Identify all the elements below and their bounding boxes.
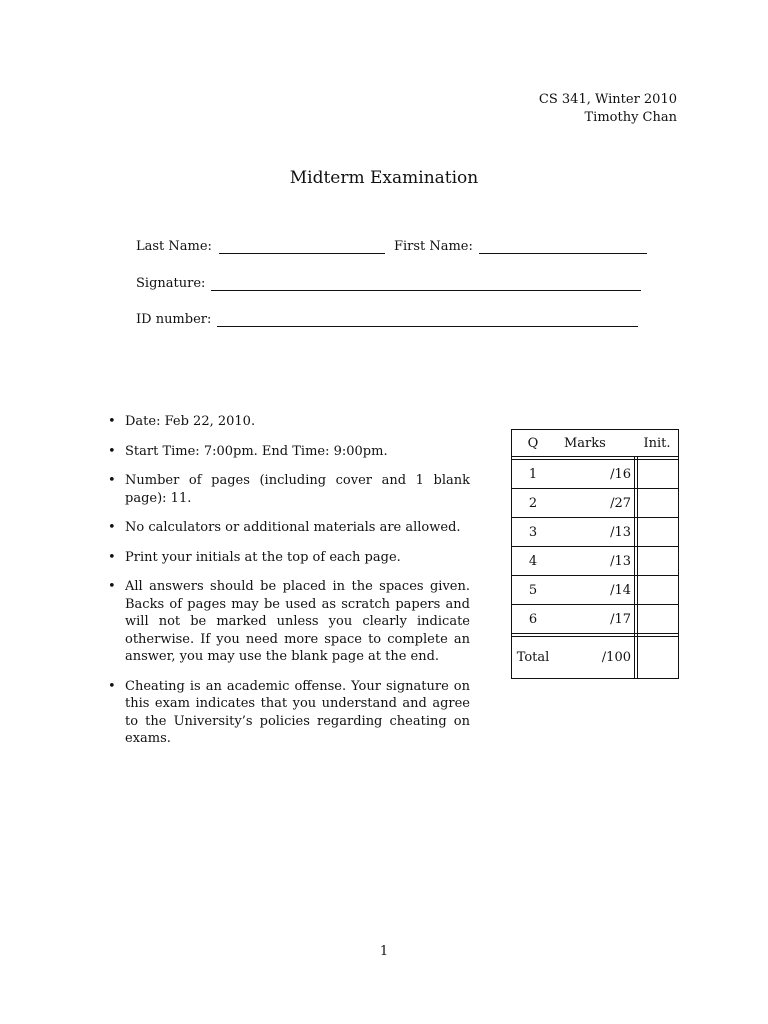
list-item: • Number of pages (including cover and 1 blank page): 11.	[108, 472, 470, 507]
page-number: 1	[379, 944, 389, 959]
id-number-label: ID number:	[136, 312, 212, 327]
header-q: Q	[527, 435, 539, 451]
id-row	[136, 312, 638, 327]
header-init: Init.	[643, 435, 671, 451]
init-cell[interactable]	[638, 460, 678, 488]
course-info: CS 341, Winter 2010	[538, 92, 677, 107]
table-row-q: 4	[528, 553, 538, 569]
list-item: • Date: Feb 22, 2010.	[108, 413, 470, 431]
last-name-field[interactable]	[219, 241, 385, 254]
table-row-q: 5	[528, 582, 538, 598]
init-cell[interactable]	[638, 547, 678, 575]
list-item: • No calculators or additional materials are allowed.	[108, 519, 470, 537]
header-marks: Marks	[564, 435, 606, 451]
table-row-marks: /17	[610, 611, 631, 627]
init-cell[interactable]	[638, 489, 678, 517]
first-name-label: First Name:	[393, 239, 473, 254]
instructor-name: Timothy Chan	[584, 110, 677, 125]
id-number-field[interactable]	[217, 314, 638, 327]
signature-field[interactable]	[211, 278, 641, 291]
page-title: Midterm Examination	[289, 168, 479, 188]
list-item: • Print your initials at the top of each page.	[108, 549, 470, 567]
table-row-marks: /14	[610, 582, 631, 598]
table-row-q: 3	[528, 524, 538, 540]
total-label: Total	[516, 650, 550, 665]
list-item: • All answers should be placed in the spaces given. Backs of pages may be used as scratch papers and will not be marked unless you clearly indicate otherwise. If you need more space to complete an answer, you may use the blank page at the end.	[108, 578, 470, 666]
total-init-cell[interactable]	[638, 637, 678, 678]
marks-table	[511, 429, 679, 679]
table-row-q: 6	[528, 611, 538, 627]
first-name-field[interactable]	[479, 241, 647, 254]
init-cell[interactable]	[638, 576, 678, 604]
table-row-q: 2	[528, 495, 538, 511]
last-name-label: Last Name:	[136, 239, 212, 254]
list-item: • Start Time: 7:00pm. End Time: 9:00pm.	[108, 443, 470, 461]
init-cell[interactable]	[638, 518, 678, 546]
table-row-q: 1	[528, 466, 538, 482]
list-item: • Cheating is an academic offense. Your signature on this exam indicates that you understand and agree to the University’s policies regarding cheating on exams.	[108, 678, 470, 748]
table-row-marks: /16	[610, 466, 631, 482]
signature-label: Signature:	[136, 276, 206, 291]
table-row-marks: /13	[610, 553, 631, 569]
name-row	[136, 239, 647, 254]
table-row-marks: /27	[610, 495, 631, 511]
table-row-marks: /13	[610, 524, 631, 540]
course-header	[539, 91, 677, 127]
total-marks: /100	[601, 650, 631, 665]
instructions-list	[108, 413, 470, 760]
signature-row	[136, 276, 641, 291]
init-cell[interactable]	[638, 605, 678, 633]
